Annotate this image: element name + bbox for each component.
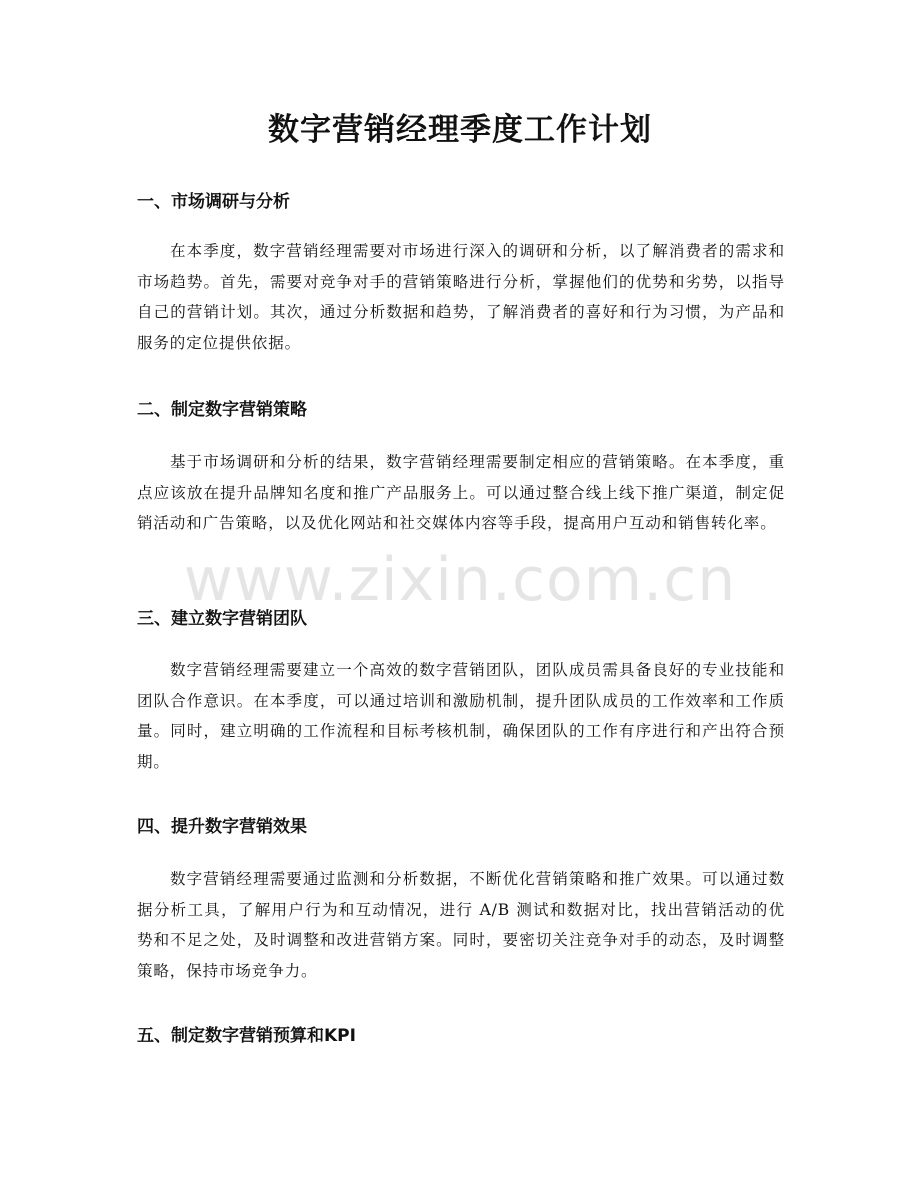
section-paragraph-4: 数字营销经理需要通过监测和分析数据，不断优化营销策略和推广效果。可以通过数据分析工具，了解用户行为和互动情况，进行 A/B 测试和数据对比，找出营销活动的优势和不足之处，及时调整和改进营销方案。同时，要密切关注竞争对手的动态，及时调整策略，保持市场竞争力。 <box>137 870 785 980</box>
page-title: 数字营销经理季度工作计划 <box>268 112 652 148</box>
section-heading-3: 三、建立数字营销团队 <box>137 609 307 629</box>
section-paragraph-3: 数字营销经理需要建立一个高效的数字营销团队，团队成员需具备良好的专业技能和团队合作意识。在本季度，可以通过培训和激励机制，提升团队成员的工作效率和工作质量。同时，建立明确的工作流程和目标考核机制，确保团队的工作有序进行和产出符合预期。 <box>137 661 785 771</box>
section-heading-5: 五、制定数字营销预算和KPI <box>137 1026 356 1046</box>
section-heading-1: 一、市场调研与分析 <box>137 192 290 212</box>
section-heading-2: 二、制定数字营销策略 <box>137 400 307 420</box>
watermark: www.zixin.com.cn <box>183 545 737 615</box>
section-heading-4: 四、提升数字营销效果 <box>137 817 307 837</box>
section-paragraph-1: 在本季度，数字营销经理需要对市场进行深入的调研和分析，以了解消费者的需求和市场趋势。首先，需要对竞争对手的营销策略进行分析，掌握他们的优势和劣势，以指导自己的营销计划。其次，通过分析数据和趋势，了解消费者的喜好和行为习惯，为产品和服务的定位提供依据。 <box>137 242 785 352</box>
section-paragraph-2: 基于市场调研和分析的结果，数字营销经理需要制定相应的营销策略。在本季度，重点应该放在提升品牌知名度和推广产品服务上。可以通过整合线上线下推广渠道，制定促销活动和广告策略，以及优化网站和社交媒体内容等手段，提高用户互动和销售转化率。 <box>137 453 785 532</box>
